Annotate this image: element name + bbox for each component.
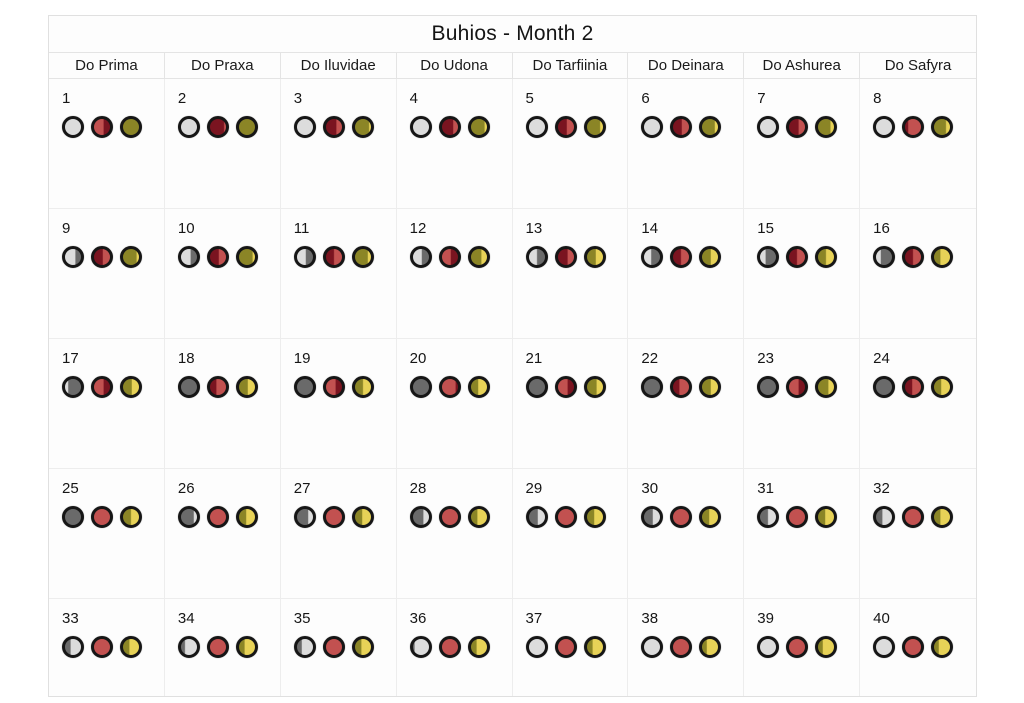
day-cell-14[interactable] [628, 209, 744, 339]
day-number: 20 [409, 350, 427, 367]
day-number: 28 [409, 480, 427, 497]
moon-strip [294, 376, 396, 398]
yellow-moon-icon [699, 506, 721, 528]
silver-moon-icon [178, 636, 200, 658]
moon-strip [873, 506, 976, 528]
red-moon-icon [91, 506, 113, 528]
day-number: 6 [641, 90, 650, 107]
yellow-moon-icon [120, 636, 142, 658]
day-number: 32 [873, 480, 890, 497]
day-number: 9 [62, 220, 71, 237]
day-cell-31[interactable] [744, 469, 860, 599]
day-number: 37 [525, 610, 543, 627]
weekday-header-row [49, 53, 976, 79]
red-moon-icon [439, 506, 461, 528]
yellow-moon-icon [699, 376, 721, 398]
moon-strip [641, 636, 743, 658]
yellow-moon-icon [584, 376, 606, 398]
day-number: 16 [873, 220, 890, 237]
day-cell-32[interactable] [860, 469, 976, 599]
day-cell-2[interactable] [165, 79, 281, 209]
day-cell-9[interactable] [49, 209, 165, 339]
day-number: 34 [177, 610, 195, 627]
yellow-moon-icon [468, 116, 490, 138]
moon-strip [294, 246, 396, 268]
day-number: 21 [525, 350, 543, 367]
moon-strip [757, 376, 859, 398]
yellow-moon-icon [699, 636, 721, 658]
red-moon-icon [555, 246, 577, 268]
yellow-moon-icon [931, 246, 953, 268]
silver-moon-icon [410, 636, 432, 658]
day-number: 11 [293, 220, 310, 237]
yellow-moon-icon [931, 636, 953, 658]
weekday-header-3: Do Iluvidae [281, 53, 397, 78]
moon-strip [178, 246, 280, 268]
yellow-moon-icon [120, 116, 142, 138]
yellow-moon-icon [468, 506, 490, 528]
red-moon-icon [207, 636, 229, 658]
moon-strip [62, 246, 164, 268]
moon-strip [757, 506, 859, 528]
moon-strip [526, 116, 628, 138]
day-cell-21[interactable] [513, 339, 629, 469]
day-cell-39[interactable] [744, 599, 860, 696]
silver-moon-icon [757, 636, 779, 658]
day-number: 7 [757, 90, 766, 107]
day-cell-11[interactable] [281, 209, 397, 339]
day-number: 29 [525, 480, 543, 497]
red-moon-icon [786, 246, 808, 268]
silver-moon-icon [641, 376, 663, 398]
day-number: 15 [757, 220, 774, 237]
calendar-grid [49, 79, 976, 696]
day-cell-34[interactable] [165, 599, 281, 696]
silver-moon-icon [410, 246, 432, 268]
day-cell-37[interactable] [513, 599, 629, 696]
red-moon-icon [555, 506, 577, 528]
day-number: 38 [641, 610, 659, 627]
silver-moon-icon [757, 116, 779, 138]
red-moon-icon [902, 116, 924, 138]
moon-strip [873, 636, 976, 658]
silver-moon-icon [410, 116, 432, 138]
silver-moon-icon [294, 376, 316, 398]
day-number: 5 [525, 90, 534, 107]
red-moon-icon [555, 636, 577, 658]
day-number: 33 [62, 610, 79, 627]
yellow-moon-icon [931, 506, 953, 528]
moon-strip [410, 636, 512, 658]
day-cell-4[interactable] [397, 79, 513, 209]
silver-moon-icon [410, 376, 432, 398]
yellow-moon-icon [352, 116, 374, 138]
silver-moon-icon [62, 116, 84, 138]
silver-moon-icon [178, 506, 200, 528]
silver-moon-icon [641, 506, 663, 528]
silver-moon-icon [757, 246, 779, 268]
silver-moon-icon [526, 376, 548, 398]
day-number: 19 [293, 350, 311, 367]
moon-strip [294, 116, 396, 138]
red-moon-icon [323, 636, 345, 658]
day-number: 39 [757, 610, 774, 627]
day-cell-23[interactable] [744, 339, 860, 469]
red-moon-icon [439, 246, 461, 268]
moon-strip [757, 116, 859, 138]
day-number: 13 [525, 220, 543, 237]
silver-moon-icon [873, 506, 895, 528]
day-cell-17[interactable] [49, 339, 165, 469]
moon-strip [641, 246, 743, 268]
yellow-moon-icon [236, 116, 258, 138]
silver-moon-icon [526, 506, 548, 528]
day-cell-15[interactable] [744, 209, 860, 339]
red-moon-icon [323, 246, 345, 268]
moon-strip [410, 246, 512, 268]
weekday-header-1: Do Prima [49, 53, 165, 78]
day-cell-36[interactable] [397, 599, 513, 696]
silver-moon-icon [873, 376, 895, 398]
red-moon-icon [902, 506, 924, 528]
day-number: 25 [62, 480, 79, 497]
day-number: 26 [177, 480, 195, 497]
day-number: 36 [409, 610, 427, 627]
red-moon-icon [670, 116, 692, 138]
red-moon-icon [902, 246, 924, 268]
day-number: 31 [757, 480, 774, 497]
yellow-moon-icon [236, 506, 258, 528]
moon-strip [178, 376, 280, 398]
day-cell-35[interactable] [281, 599, 397, 696]
yellow-moon-icon [584, 246, 606, 268]
weekday-header-6: Do Deinara [628, 53, 744, 78]
red-moon-icon [323, 116, 345, 138]
day-number: 30 [641, 480, 659, 497]
yellow-moon-icon [815, 116, 837, 138]
day-number: 10 [177, 220, 195, 237]
calendar-title: Buhios - Month 2 [49, 16, 976, 53]
day-cell-27[interactable] [281, 469, 397, 599]
day-cell-8[interactable] [860, 79, 976, 209]
red-moon-icon [91, 376, 113, 398]
moon-strip [526, 376, 628, 398]
red-moon-icon [555, 116, 577, 138]
day-cell-18[interactable] [165, 339, 281, 469]
day-cell-19[interactable] [281, 339, 397, 469]
yellow-moon-icon [352, 636, 374, 658]
moon-strip [641, 116, 743, 138]
moon-strip [641, 376, 743, 398]
silver-moon-icon [641, 246, 663, 268]
moon-strip [410, 506, 512, 528]
silver-moon-icon [410, 506, 432, 528]
red-moon-icon [91, 116, 113, 138]
yellow-moon-icon [584, 116, 606, 138]
red-moon-icon [670, 636, 692, 658]
moon-strip [873, 376, 976, 398]
day-number: 8 [873, 90, 882, 107]
silver-moon-icon [873, 246, 895, 268]
weekday-header-5: Do Tarfiinia [513, 53, 629, 78]
moon-strip [178, 636, 280, 658]
yellow-moon-icon [815, 246, 837, 268]
yellow-moon-icon [815, 506, 837, 528]
yellow-moon-icon [120, 506, 142, 528]
moon-strip [178, 116, 280, 138]
red-moon-icon [91, 636, 113, 658]
moon-strip [873, 116, 976, 138]
yellow-moon-icon [468, 636, 490, 658]
yellow-moon-icon [352, 506, 374, 528]
silver-moon-icon [526, 246, 548, 268]
day-cell-25[interactable] [49, 469, 165, 599]
yellow-moon-icon [931, 116, 953, 138]
day-number: 23 [757, 350, 774, 367]
moon-strip [526, 636, 628, 658]
day-number: 12 [409, 220, 427, 237]
red-moon-icon [670, 506, 692, 528]
yellow-moon-icon [352, 246, 374, 268]
yellow-moon-icon [352, 376, 374, 398]
silver-moon-icon [178, 376, 200, 398]
silver-moon-icon [641, 636, 663, 658]
silver-moon-icon [641, 116, 663, 138]
silver-moon-icon [178, 246, 200, 268]
yellow-moon-icon [699, 116, 721, 138]
red-moon-icon [786, 376, 808, 398]
day-cell-40[interactable] [860, 599, 976, 696]
silver-moon-icon [62, 376, 84, 398]
day-cell-29[interactable] [513, 469, 629, 599]
day-cell-38[interactable] [628, 599, 744, 696]
silver-moon-icon [178, 116, 200, 138]
day-cell-13[interactable] [513, 209, 629, 339]
yellow-moon-icon [120, 246, 142, 268]
yellow-moon-icon [584, 636, 606, 658]
silver-moon-icon [294, 636, 316, 658]
day-cell-28[interactable] [397, 469, 513, 599]
moon-strip [294, 506, 396, 528]
day-cell-16[interactable] [860, 209, 976, 339]
weekday-header-7: Do Ashurea [744, 53, 860, 78]
day-cell-3[interactable] [281, 79, 397, 209]
silver-moon-icon [873, 116, 895, 138]
yellow-moon-icon [931, 376, 953, 398]
silver-moon-icon [62, 506, 84, 528]
day-number: 1 [62, 90, 71, 107]
silver-moon-icon [294, 246, 316, 268]
day-number: 4 [409, 90, 418, 107]
weekday-header-4: Do Udona [397, 53, 513, 78]
silver-moon-icon [294, 506, 316, 528]
red-moon-icon [323, 506, 345, 528]
yellow-moon-icon [120, 376, 142, 398]
red-moon-icon [555, 376, 577, 398]
day-cell-22[interactable] [628, 339, 744, 469]
red-moon-icon [786, 636, 808, 658]
day-cell-6[interactable] [628, 79, 744, 209]
red-moon-icon [207, 116, 229, 138]
red-moon-icon [902, 636, 924, 658]
moon-strip [62, 636, 164, 658]
moon-strip [410, 116, 512, 138]
moon-strip [757, 636, 859, 658]
day-cell-5[interactable] [513, 79, 629, 209]
day-cell-26[interactable] [165, 469, 281, 599]
day-number: 24 [873, 350, 890, 367]
moon-strip [178, 506, 280, 528]
day-cell-12[interactable] [397, 209, 513, 339]
moon-strip [62, 116, 164, 138]
red-moon-icon [786, 116, 808, 138]
day-cell-1[interactable] [49, 79, 165, 209]
month-calendar [48, 15, 977, 697]
day-number: 35 [293, 610, 311, 627]
silver-moon-icon [526, 116, 548, 138]
yellow-moon-icon [468, 246, 490, 268]
red-moon-icon [207, 376, 229, 398]
day-number: 40 [873, 610, 890, 627]
moon-strip [410, 376, 512, 398]
yellow-moon-icon [236, 376, 258, 398]
day-number: 18 [177, 350, 195, 367]
yellow-moon-icon [584, 506, 606, 528]
moon-strip [62, 376, 164, 398]
yellow-moon-icon [236, 246, 258, 268]
day-number: 14 [641, 220, 659, 237]
day-number: 3 [293, 90, 303, 107]
day-cell-7[interactable] [744, 79, 860, 209]
red-moon-icon [439, 376, 461, 398]
moon-strip [294, 636, 396, 658]
silver-moon-icon [62, 636, 84, 658]
red-moon-icon [323, 376, 345, 398]
yellow-moon-icon [815, 376, 837, 398]
moon-strip [526, 246, 628, 268]
red-moon-icon [670, 246, 692, 268]
red-moon-icon [207, 506, 229, 528]
weekday-header-8: Do Safyra [884, 57, 952, 74]
yellow-moon-icon [815, 636, 837, 658]
weekday-header-2: Do Praxa [165, 53, 281, 78]
day-cell-24[interactable] [860, 339, 976, 469]
moon-strip [62, 506, 164, 528]
yellow-moon-icon [468, 376, 490, 398]
day-number: 17 [62, 350, 79, 367]
day-number: 2 [177, 90, 187, 107]
day-cell-20[interactable] [397, 339, 513, 469]
day-number: 27 [293, 480, 311, 497]
red-moon-icon [207, 246, 229, 268]
moon-strip [641, 506, 743, 528]
yellow-moon-icon [236, 636, 258, 658]
moon-strip [526, 506, 628, 528]
red-moon-icon [439, 636, 461, 658]
day-cell-10[interactable] [165, 209, 281, 339]
yellow-moon-icon [699, 246, 721, 268]
silver-moon-icon [757, 506, 779, 528]
red-moon-icon [439, 116, 461, 138]
moon-strip [757, 246, 859, 268]
silver-moon-icon [294, 116, 316, 138]
moon-strip [873, 246, 976, 268]
red-moon-icon [670, 376, 692, 398]
red-moon-icon [91, 246, 113, 268]
red-moon-icon [902, 376, 924, 398]
silver-moon-icon [526, 636, 548, 658]
day-cell-30[interactable] [628, 469, 744, 599]
silver-moon-icon [62, 246, 84, 268]
silver-moon-icon [873, 636, 895, 658]
silver-moon-icon [757, 376, 779, 398]
red-moon-icon [786, 506, 808, 528]
day-number: 22 [641, 350, 659, 367]
day-cell-33[interactable] [49, 599, 165, 696]
